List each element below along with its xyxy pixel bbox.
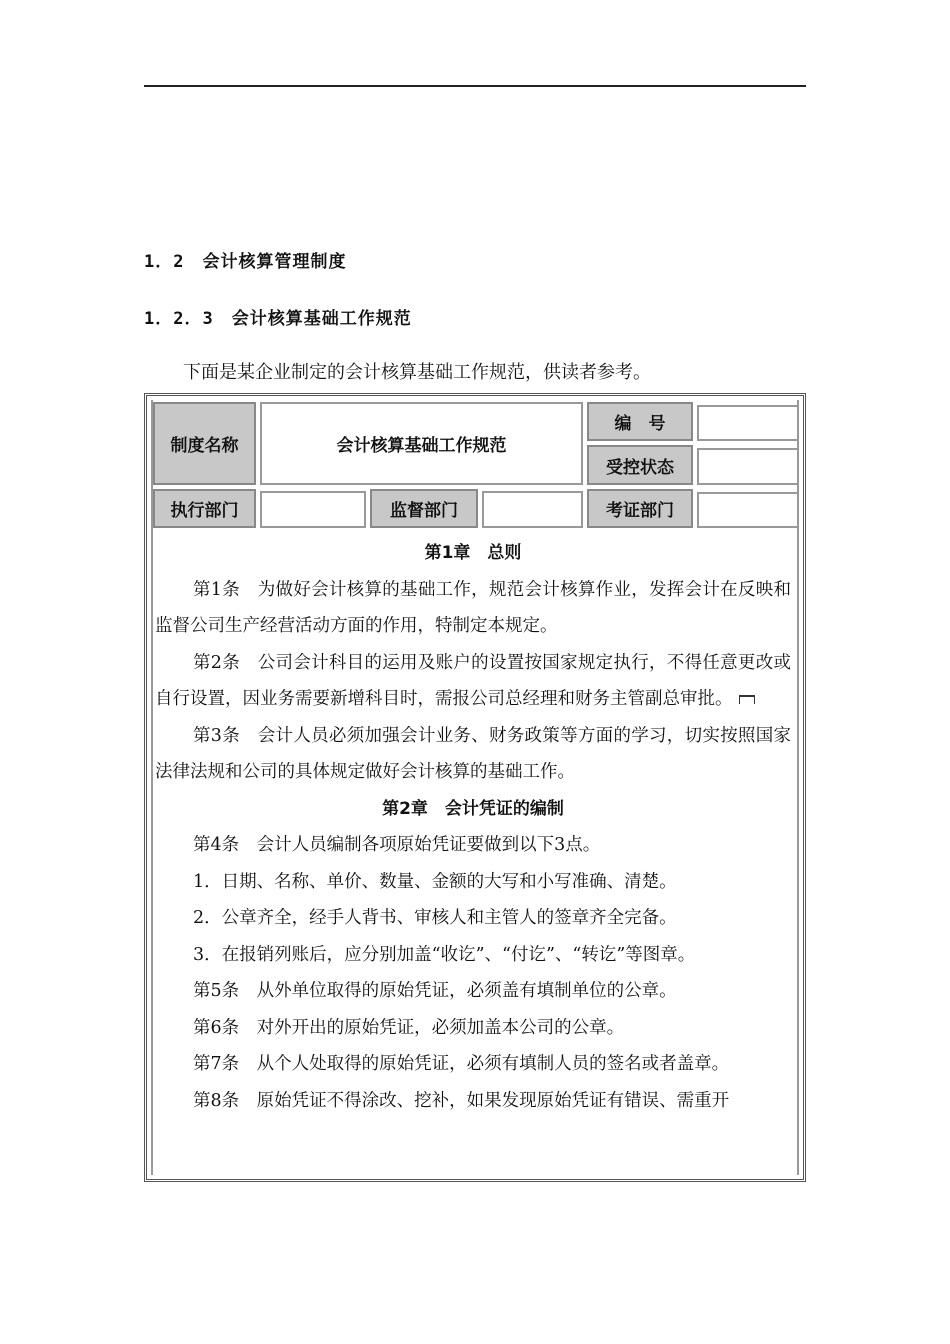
verify-dept-label-cell: 考证部门 [587, 489, 693, 528]
article-paragraph: 第4条 会计人员编制各项原始凭证要做到以下3点。 [193, 835, 601, 855]
supervise-dept-value-cell [482, 491, 583, 528]
chapter-heading: 第2章 会计凭证的编制 [382, 798, 564, 819]
number-value-cell [697, 405, 797, 441]
article-text: 第2条 公司会计科目的运用及账户的设置按国家规定执行，不得任意更改或自行设置，因业务需要新增科目时，需报公司总经理和财务主管副总审批。 [155, 652, 791, 709]
status-value-cell [697, 448, 797, 485]
supervise-dept-label-cell: 监督部门 [370, 489, 478, 528]
article-paragraph: 第6条 对外开出的原始凭证，必须加盖本公司的公章。 [193, 1017, 625, 1038]
number-label-cell: 编 号 [587, 402, 693, 441]
article-paragraph: 第1条 为做好会计核算的基础工作，规范会计核算作业，发挥会计在反映和监督公司生产经营活动方面的作用，特制定本规定。 [155, 579, 791, 636]
list-item: 2．公章齐全，经手人背书、审核人和主管人的签章齐全完备。 [193, 908, 677, 928]
article-paragraph: 第3条 会计人员必须加强会计业务、财务政策等方面的学习，切实按照国家法律法规和公司的具体规定做好会计核算的基础工作。 [155, 725, 791, 782]
verify-dept-value-cell [697, 492, 797, 528]
article-paragraph: 第7条 从个人处取得的原始凭证，必须有填制人员的签名或者盖章。 [193, 1054, 730, 1074]
name-label-cell: 制度名称 [153, 402, 256, 485]
status-label-cell: 受控状态 [587, 445, 693, 485]
intro-paragraph: 下面是某企业制定的会计核算基础工作规范，供读者参考。 [183, 362, 651, 383]
regulation-title-cell: 会计核算基础工作规范 [260, 402, 583, 485]
list-item: 1．日期、名称、单价、数量、金额的大写和小写准确、清楚。 [193, 871, 677, 892]
article-paragraph: 第5条 从外单位取得的原始凭证，必须盖有填制单位的公章。 [193, 981, 677, 1001]
header-rule [144, 85, 806, 87]
regulation-body [155, 535, 791, 1119]
article-paragraph [155, 645, 791, 718]
list-item: 3．在报销列账后，应分别加盖“收讫”、“付讫”、“转讫”等图章。 [193, 944, 696, 965]
chapter-heading: 第1章 总则 [424, 543, 522, 563]
section-heading: 1．2 会计核算管理制度 [144, 252, 347, 272]
bracket-mark-icon [739, 695, 755, 704]
exec-dept-label-cell: 执行部门 [153, 489, 256, 528]
article-paragraph: 第8条 原始凭证不得涂改、挖补，如果发现原始凭证有错误、需重开 [193, 1090, 730, 1111]
regulation-table [144, 393, 806, 1182]
subsection-heading: 1．2．3 会计核算基础工作规范 [144, 309, 412, 329]
exec-dept-value-cell [260, 491, 366, 528]
